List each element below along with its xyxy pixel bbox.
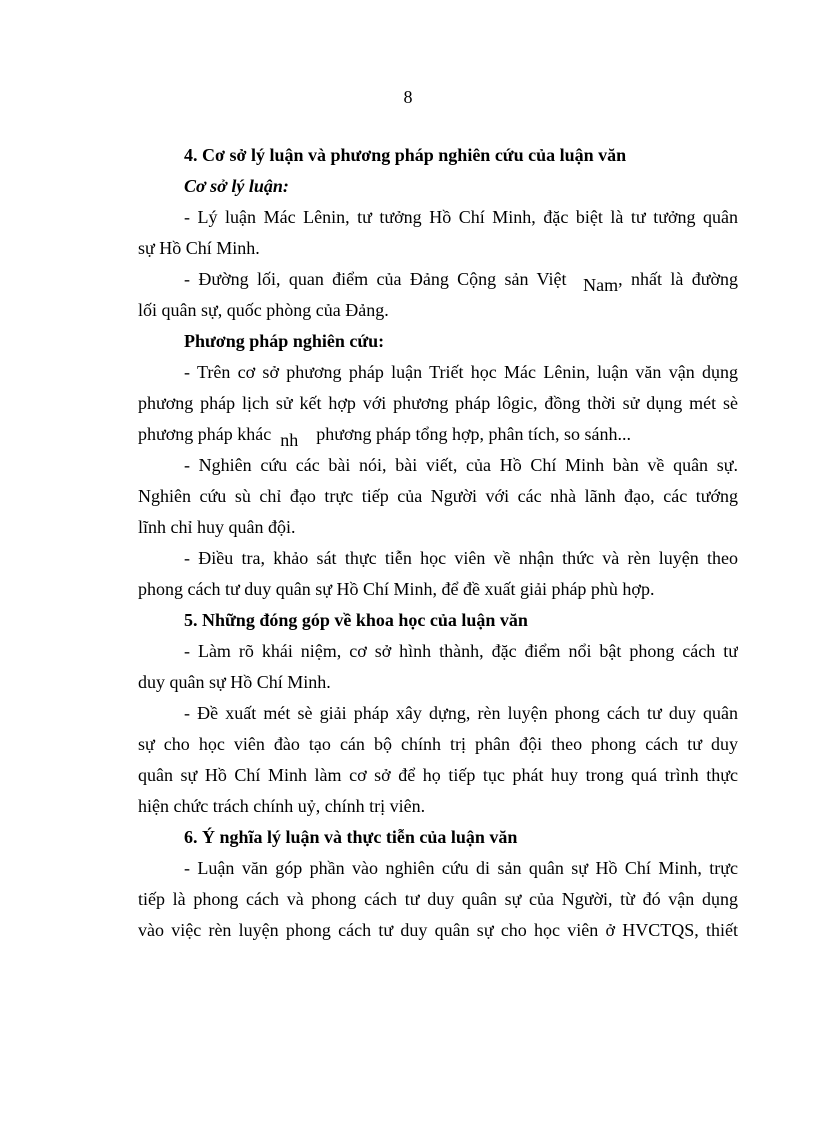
method-paragraph-1-line-1: - Trên cơ sở phương pháp luận Triết học Mác Lênin, luận văn vận dụng (184, 362, 738, 382)
theory-paragraph-2-line-1 (138, 264, 738, 295)
theory-p2-text-nam: Nam (583, 275, 619, 295)
contribution-paragraph-2-line-2: sự cho học viên đào tạo cán bộ chính trị phân đội theo phong cách tư duy (138, 734, 738, 754)
contribution-paragraph-2-line-4: hiện chức trách chính uỷ, chính trị viên. (138, 796, 426, 816)
method-paragraph-2-line-3: lĩnh chỉ huy quân đội. (138, 517, 296, 537)
contribution-paragraph-2-line-3: quân sự Hồ Chí Minh làm cơ sở để họ tiếp tục phát huy trong quá trình thực (138, 765, 738, 785)
theory-paragraph-1-line-1: - Lý luận Mác Lênin, tư tưởng Hồ Chí Minh, đặc biệt là tư tưởng quân (184, 207, 738, 227)
page-number: 8 (403, 87, 413, 107)
method-paragraph-3-line-2: phong cách tư duy quân sự Hồ Chí Minh, để đề xuất giải pháp phù hợp. (138, 579, 655, 599)
contribution-paragraph-1-line-1: - Làm rõ khái niệm, cơ sở hình thành, đặc điểm nổi bật phong cách tư (184, 641, 738, 661)
theory-paragraph-1-line-2: sự Hồ Chí Minh. (138, 238, 260, 258)
significance-paragraph-1-line-1: - Luận văn góp phần vào nghiên cứu di sản quân sự Hồ Chí Minh, trực (184, 858, 738, 878)
method-paragraph-2-line-2: Nghiên cứu sù chỉ đạo trực tiếp của Người với các nhà lãnh đạo, các tướng (138, 486, 738, 506)
method-p1-text-nh: nh (280, 430, 299, 450)
page-body (138, 140, 738, 946)
method-paragraph-1-line-3 (138, 419, 738, 450)
method-p1-text-a: phương pháp khác (138, 424, 272, 444)
method-paragraph-1-line-2: phương pháp lịch sử kết hợp với phương pháp lôgic, đồng thời sử dụng mét sè (138, 393, 738, 413)
method-paragraph-2-line-1: - Nghiên cứu các bài nói, bài viết, của Hồ Chí Minh bàn về quân sự. (184, 455, 738, 475)
significance-paragraph-1-line-3: vào việc rèn luyện phong cách tư duy quân sự cho học viên ở HVCTQS, thiết (138, 920, 738, 940)
contribution-paragraph-1-line-2: duy quân sự Hồ Chí Minh. (138, 672, 331, 692)
section-4-heading: 4. Cơ sở lý luận và phương pháp nghiên cứu của luận văn (184, 145, 627, 165)
theory-label: Cơ sở lý luận: (184, 176, 289, 196)
theory-p2-text-c: , nhất là đường (618, 269, 738, 289)
significance-paragraph-1-line-2: tiếp là phong cách và phong cách tư duy quân sự của Người, từ đó vận dụng (138, 889, 738, 909)
theory-paragraph-2-line-2: lối quân sự, quốc phòng của Đảng. (138, 300, 389, 320)
method-paragraph-3-line-1: - Điều tra, khảo sát thực tiễn học viên về nhận thức và rèn luyện theo (184, 548, 738, 568)
section-5-heading: 5. Những đóng góp về khoa học của luận văn (184, 610, 528, 630)
method-p1-text-c: phương pháp tổng hợp, phân tích, so sánh... (316, 424, 632, 444)
method-label: Phương pháp nghiên cứu: (184, 331, 385, 351)
theory-p2-text-a: - Đường lối, quan điểm của Đảng Cộng sản Việt (184, 269, 567, 289)
contribution-paragraph-2-line-1: - Đề xuất mét sè giải pháp xây dựng, rèn luyện phong cách tư duy quân (184, 703, 738, 723)
section-6-heading: 6. Ý nghĩa lý luận và thực tiễn của luận văn (184, 827, 518, 847)
